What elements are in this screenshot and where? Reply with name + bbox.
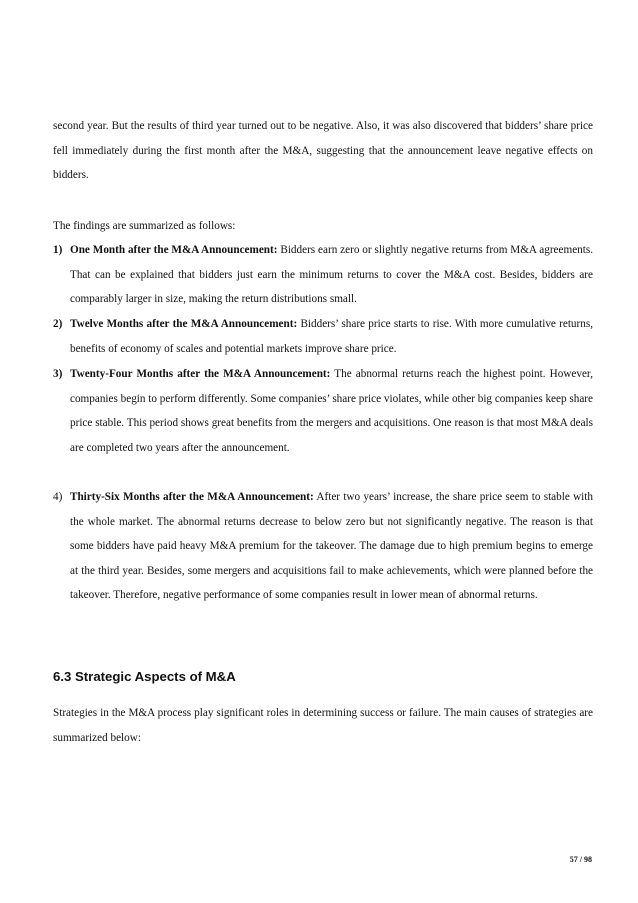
finding-text: After two years’ increase, the share price seem to stable with the whole market. The abnormal returns decrease to below zero but not significantly negative. The reason is that some bidders have paid heavy M&A premium for the takeover. The damage due to high premium begins to emerge at the third year. Besides, some mergers and acquisitions fail to make achievements, which were planned before the takeover. Therefore, negative performance of some companies result in lower mean of abnormal returns.	[70, 491, 593, 601]
finding-text: Bidders’ share price starts to rise. With more cumulative returns, benefits of economy of scales and potential markets improve share price.	[70, 318, 593, 355]
finding-number: 2)	[53, 318, 63, 330]
finding-number: 1)	[53, 244, 63, 256]
finding-item-4	[53, 485, 593, 608]
finding-heading: Thirty-Six Months after the M&A Announcement:	[70, 491, 314, 503]
finding-number: 4)	[53, 491, 63, 503]
finding-text: Bidders earn zero or slightly negative returns from M&A agreements. That can be explained that bidders just earn the minimum returns to cover the M&A cost. Besides, bidders are comparably larger in size, making the return distributions small.	[70, 244, 594, 305]
finding-heading: Twelve Months after the M&A Announcement:	[70, 318, 298, 330]
page-number: 57 / 98	[569, 855, 592, 864]
finding-item-2	[53, 312, 593, 361]
intro-paragraph: second year. But the results of third year turned out to be negative. Also, it was also discovered that bidders’ share price fell immediately during the first month after the M&A, suggesting that the announcement leave negative effects on bidders.	[53, 120, 593, 181]
finding-text: The abnormal returns reach the highest point. However, companies begin to perform differently. Some companies’ share price violates, while other big companies keep share price stable. This period shows great benefits from the mergers and acquisitions. One reason is that most M&A deals are completed two years after the announcement.	[70, 368, 593, 454]
finding-heading: One Month after the M&A Announcement:	[70, 244, 278, 256]
finding-item-1	[53, 238, 593, 312]
section-heading: 6.3 Strategic Aspects of M&A	[53, 669, 236, 684]
finding-heading: Twenty-Four Months after the M&A Announcement:	[70, 368, 331, 380]
section-paragraph: Strategies in the M&A process play significant roles in determining success or failure. The main causes of strategies are summarized below:	[53, 707, 593, 744]
finding-number: 3)	[53, 368, 63, 380]
findings-lead: The findings are summarized as follows:	[53, 220, 236, 232]
finding-item-3	[53, 362, 593, 460]
